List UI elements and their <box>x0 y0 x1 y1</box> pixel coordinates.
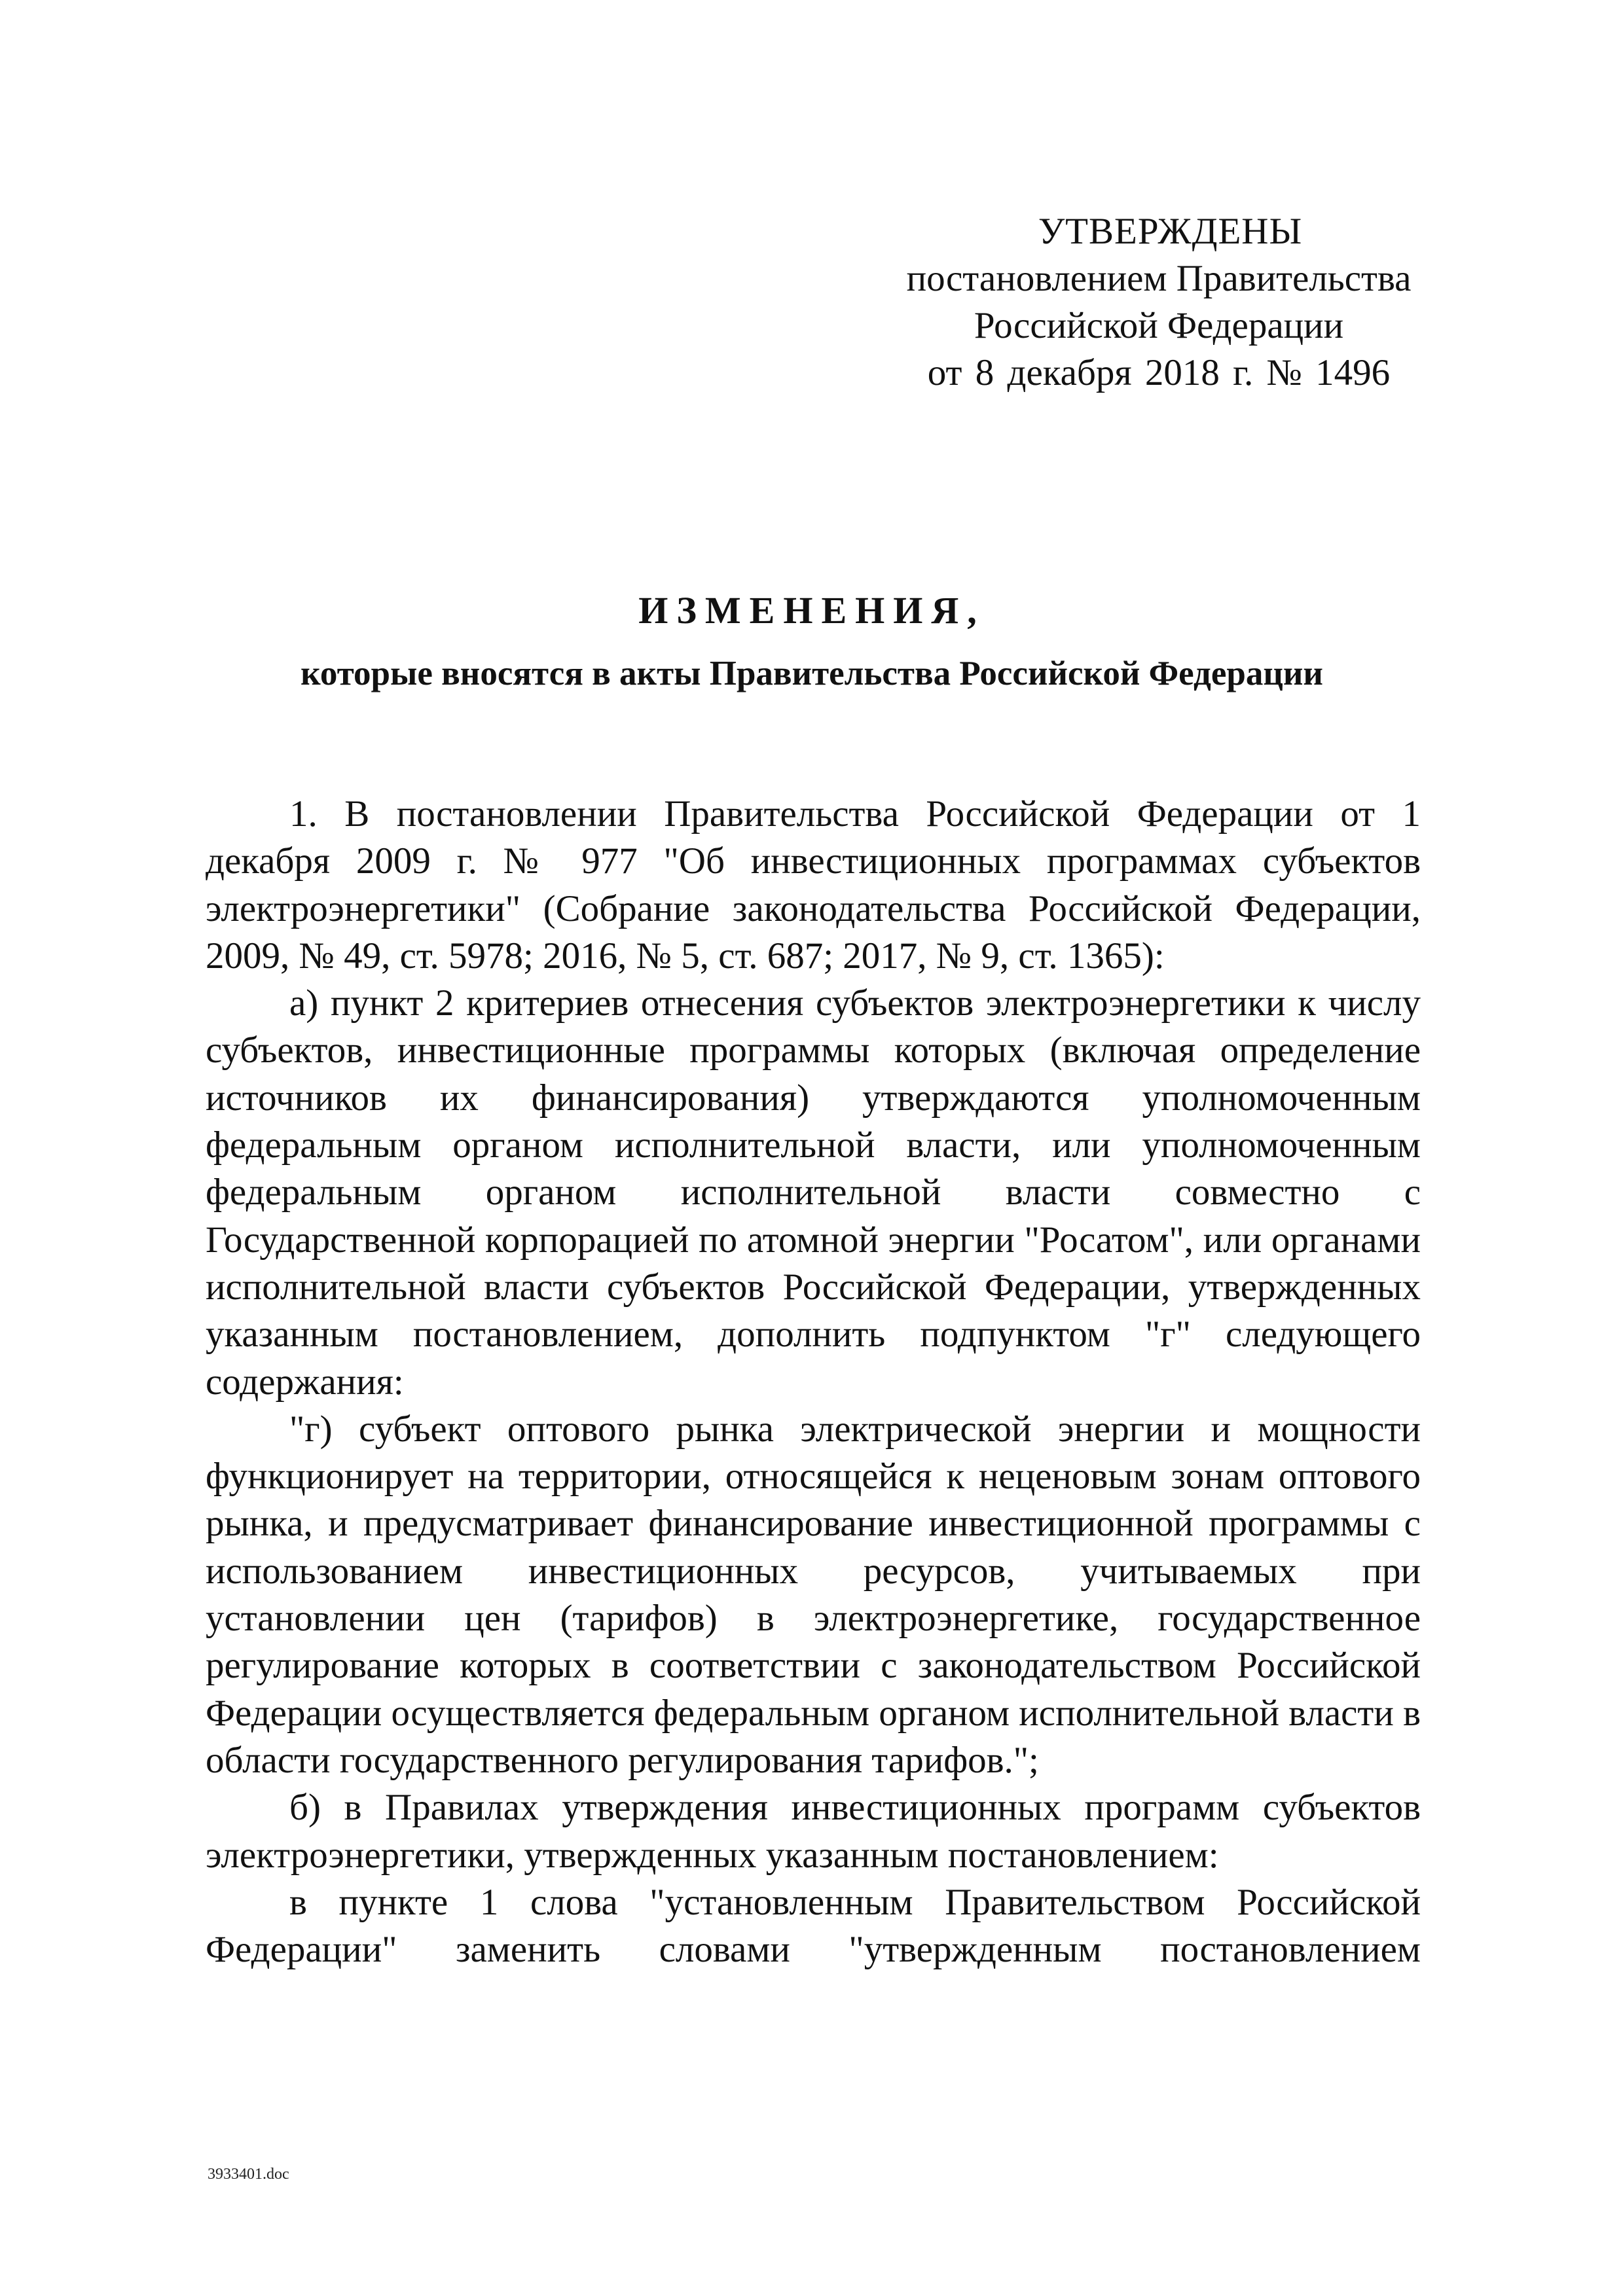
document-title: ИЗМЕНЕНИЯ, <box>638 589 985 632</box>
paragraph-4: б) в Правилах утверждения инвестиционных программ субъектов электроэнергетики, утвержденных указанным постановлением: <box>206 1787 1421 1876</box>
document-subtitle: которые вносятся в акты Правительства Российской Федерации <box>301 655 1323 692</box>
approval-line-4: от 8 декабря 2018 г. № 1496 <box>927 352 1391 393</box>
approval-line-3: Российской Федерации <box>974 305 1344 346</box>
document-code: 3933401.doc <box>208 2166 289 2183</box>
paragraph-2: а) пункт 2 критериев отнесения субъектов электроэнергетики к числу субъектов, инвестиционные программы которых (включая определение источников их финансирования) утверждаются уполномоченным федеральным органом исполнительной власти, или уполномоченным федеральным органом исполнительной власти совместно с Государственной корпорацией по атомной энергии "Росатом", или органами исполнительной власти субъектов Российской Федерации, утвержденных указанным постановлением, дополнить подпунктом "г" следующего содержания: <box>206 982 1421 1403</box>
paragraph-1: 1. В постановлении Правительства Российской Федерации от 1 декабря 2009 г. № 977 "Об инвестиционных программах субъектов электроэнергетики" (Собрание законодательства Российской Федерации, 2009, № 49, ст. 5978; 2016, № 5, ст. 687; 2017, № 9, ст. 1365): <box>206 793 1421 977</box>
approval-stamp <box>851 208 1467 397</box>
document-body <box>206 791 1421 1973</box>
paragraph-3: "г) субъект оптового рынка электрической энергии и мощности функционирует на территории, относящейся к неценовым зонам оптового рынка, и предусматривает финансирование инвестиционной программы с использованием инвестиционных ресурсов, учитываемых при установлении цен (тарифов) в электроэнергетике, государственное регулирование которых в соответствии с законодательством Российской Федерации осуществляется федеральным органом исполнительной власти в области государственного регулирования тарифов."; <box>206 1408 1421 1781</box>
approval-title: УТВЕРЖДЕНЫ <box>1038 211 1303 252</box>
approval-line-2: постановлением Правительства <box>906 258 1412 299</box>
paragraph-5: в пункте 1 слова "установленным Правительством Российской Федерации" заменить словами "утвержденным постановлением <box>206 1881 1421 1971</box>
